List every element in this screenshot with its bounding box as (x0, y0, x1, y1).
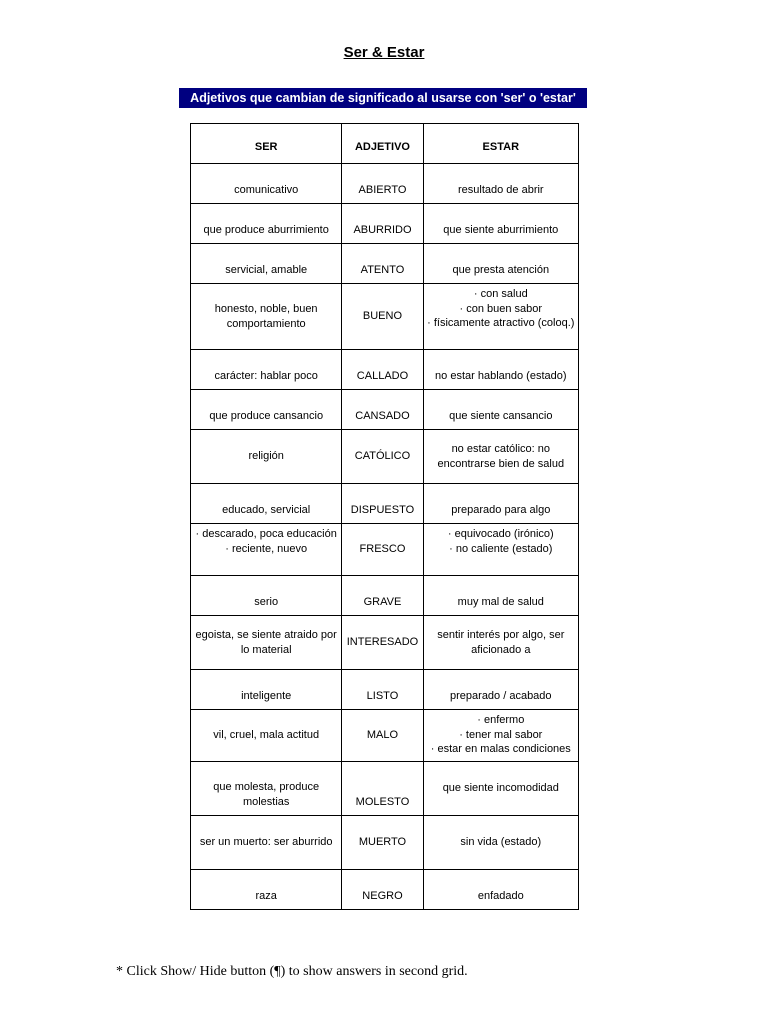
cell-adjetivo: MALO (342, 710, 423, 762)
table-row (191, 204, 579, 244)
cell-ser: servicial, amable (191, 244, 342, 284)
table-row (191, 390, 579, 430)
header-estar: ESTAR (423, 124, 578, 164)
table-row (191, 710, 579, 762)
cell-adjetivo: CATÓLICO (342, 430, 423, 484)
cell-estar: que siente incomodidad (423, 762, 578, 816)
cell-estar: · equivocado (irónico) · no caliente (estado) (423, 524, 578, 576)
cell-estar: que siente aburrimiento (423, 204, 578, 244)
table-row (191, 430, 579, 484)
header-adjetivo: ADJETIVO (342, 124, 423, 164)
table-row (191, 284, 579, 350)
header-ser: SER (191, 124, 342, 164)
cell-ser: · descarado, poca educación · reciente, nuevo (191, 524, 342, 576)
cell-ser: educado, servicial (191, 484, 342, 524)
cell-ser: raza (191, 870, 342, 910)
cell-adjetivo: MOLESTO (342, 762, 423, 816)
table-row (191, 762, 579, 816)
cell-adjetivo: ATENTO (342, 244, 423, 284)
cell-adjetivo: ABIERTO (342, 164, 423, 204)
cell-adjetivo: CALLADO (342, 350, 423, 390)
table-header-row (191, 124, 579, 164)
table-row (191, 816, 579, 870)
table-row (191, 244, 579, 284)
table-row (191, 484, 579, 524)
cell-estar: que presta atención (423, 244, 578, 284)
cell-estar: muy mal de salud (423, 576, 578, 616)
cell-ser: carácter: hablar poco (191, 350, 342, 390)
table-row (191, 524, 579, 576)
table-row (191, 870, 579, 910)
cell-ser: que molesta, produce molestias (191, 762, 342, 816)
cell-adjetivo: NEGRO (342, 870, 423, 910)
cell-adjetivo: ABURRIDO (342, 204, 423, 244)
cell-adjetivo: FRESCO (342, 524, 423, 576)
cell-ser: que produce cansancio (191, 390, 342, 430)
cell-adjetivo: LISTO (342, 670, 423, 710)
cell-adjetivo: CANSADO (342, 390, 423, 430)
table-row (191, 576, 579, 616)
cell-ser: serio (191, 576, 342, 616)
table-row (191, 164, 579, 204)
cell-adjetivo: MUERTO (342, 816, 423, 870)
cell-estar: · con salud · con buen sabor · físicamente atractivo (coloq.) (423, 284, 578, 350)
cell-adjetivo: BUENO (342, 284, 423, 350)
cell-estar: preparado / acabado (423, 670, 578, 710)
cell-estar: resultado de abrir (423, 164, 578, 204)
cell-estar: que siente cansancio (423, 390, 578, 430)
table-row (191, 670, 579, 710)
cell-ser: egoista, se siente atraido por lo material (191, 616, 342, 670)
table-row (191, 350, 579, 390)
cell-estar: preparado para algo (423, 484, 578, 524)
table-banner: Adjetivos que cambian de significado al usarse con 'ser' o 'estar' (179, 88, 587, 108)
cell-ser: vil, cruel, mala actitud (191, 710, 342, 762)
cell-estar: sentir interés por algo, ser aficionado a (423, 616, 578, 670)
cell-ser: religión (191, 430, 342, 484)
cell-adjetivo: INTERESADO (342, 616, 423, 670)
cell-estar: sin vida (estado) (423, 816, 578, 870)
footer-note: * Click Show/ Hide button (¶) to show answers in second grid. (116, 964, 468, 979)
page-title: Ser & Estar (343, 44, 425, 61)
cell-ser: ser un muerto: ser aburrido (191, 816, 342, 870)
cell-estar: enfadado (423, 870, 578, 910)
cell-ser: comunicativo (191, 164, 342, 204)
cell-ser: que produce aburrimiento (191, 204, 342, 244)
cell-adjetivo: GRAVE (342, 576, 423, 616)
ser-estar-table (190, 123, 579, 910)
table-row (191, 616, 579, 670)
cell-ser: inteligente (191, 670, 342, 710)
cell-ser: honesto, noble, buen comportamiento (191, 284, 342, 350)
cell-estar: no estar hablando (estado) (423, 350, 578, 390)
cell-adjetivo: DISPUESTO (342, 484, 423, 524)
cell-estar: no estar católico: no encontrarse bien de salud (423, 430, 578, 484)
cell-estar: · enfermo · tener mal sabor · estar en malas condiciones (423, 710, 578, 762)
